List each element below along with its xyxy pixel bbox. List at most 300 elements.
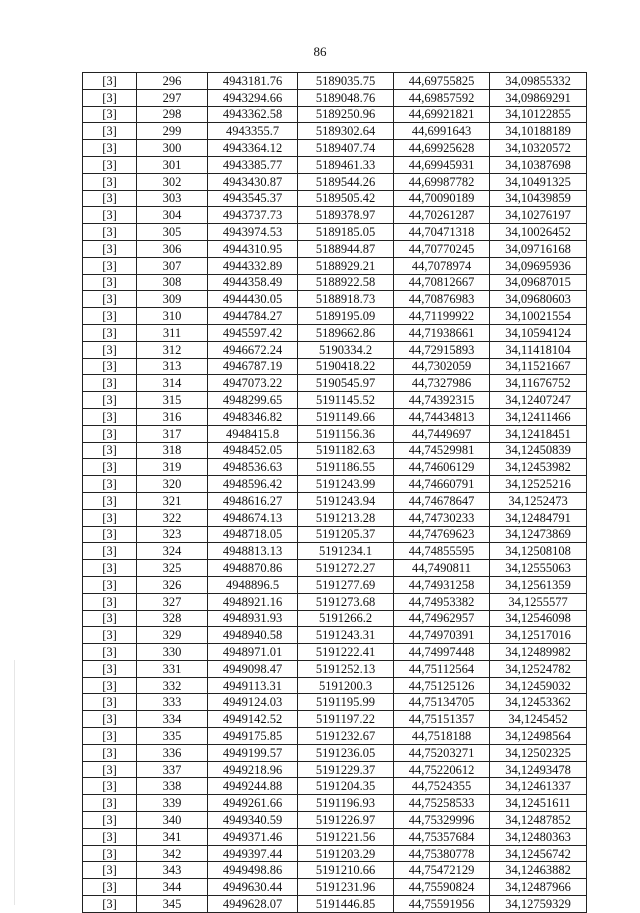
point-number-cell: 296 [137, 73, 208, 90]
reference-cell: [3] [83, 73, 137, 90]
longitude-cell: 34,12498564 [490, 728, 587, 745]
table-row [83, 341, 587, 358]
table-row [83, 526, 587, 543]
point-number-cell: 339 [137, 795, 208, 812]
reference-cell: [3] [83, 106, 137, 123]
x-coordinate-cell: 4948971.01 [208, 644, 298, 661]
table-row [83, 711, 587, 728]
table-row [83, 140, 587, 157]
longitude-cell: 34,12450839 [490, 442, 587, 459]
x-coordinate-cell: 4943430.87 [208, 173, 298, 190]
table-row [83, 543, 587, 560]
reference-cell: [3] [83, 240, 137, 257]
x-coordinate-cell: 4949113.31 [208, 677, 298, 694]
table-row [83, 173, 587, 190]
x-coordinate-cell: 4944784.27 [208, 308, 298, 325]
point-number-cell: 327 [137, 593, 208, 610]
latitude-cell: 44,75151357 [394, 711, 490, 728]
x-coordinate-cell: 4943974.53 [208, 224, 298, 241]
reference-cell: [3] [83, 123, 137, 140]
y-coordinate-cell: 5189195.09 [298, 308, 394, 325]
point-number-cell: 314 [137, 375, 208, 392]
x-coordinate-cell: 4944358.49 [208, 274, 298, 291]
y-coordinate-cell: 5191231.96 [298, 879, 394, 896]
table-row [83, 156, 587, 173]
point-number-cell: 319 [137, 459, 208, 476]
x-coordinate-cell: 4948896.5 [208, 576, 298, 593]
table-row [83, 358, 587, 375]
longitude-cell: 34,12453362 [490, 694, 587, 711]
y-coordinate-cell: 5188922.58 [298, 274, 394, 291]
x-coordinate-cell: 4946787.19 [208, 358, 298, 375]
longitude-cell: 34,09716168 [490, 240, 587, 257]
latitude-cell: 44,71938661 [394, 324, 490, 341]
y-coordinate-cell: 5189461.33 [298, 156, 394, 173]
latitude-cell: 44,75134705 [394, 694, 490, 711]
point-number-cell: 316 [137, 408, 208, 425]
reference-cell: [3] [83, 879, 137, 896]
x-coordinate-cell: 4949498.86 [208, 862, 298, 879]
scan-edge-line [14, 660, 15, 905]
table-row [83, 644, 587, 661]
longitude-cell: 34,12487852 [490, 812, 587, 829]
y-coordinate-cell: 5189048.76 [298, 89, 394, 106]
reference-cell: [3] [83, 543, 137, 560]
y-coordinate-cell: 5191266.2 [298, 610, 394, 627]
latitude-cell: 44,75590824 [394, 879, 490, 896]
latitude-cell: 44,7449697 [394, 425, 490, 442]
y-coordinate-cell: 5189185.05 [298, 224, 394, 241]
x-coordinate-cell: 4943545.37 [208, 190, 298, 207]
point-number-cell: 334 [137, 711, 208, 728]
table-row [83, 240, 587, 257]
x-coordinate-cell: 4949218.96 [208, 761, 298, 778]
point-number-cell: 325 [137, 560, 208, 577]
y-coordinate-cell: 5191145.52 [298, 392, 394, 409]
x-coordinate-cell: 4948346.82 [208, 408, 298, 425]
point-number-cell: 337 [137, 761, 208, 778]
latitude-cell: 44,75591956 [394, 896, 490, 913]
longitude-cell: 34,12493478 [490, 761, 587, 778]
table-row [83, 627, 587, 644]
point-number-cell: 305 [137, 224, 208, 241]
table-row [83, 778, 587, 795]
point-number-cell: 309 [137, 291, 208, 308]
longitude-cell: 34,09680603 [490, 291, 587, 308]
y-coordinate-cell: 5191252.13 [298, 660, 394, 677]
longitude-cell: 34,1252473 [490, 492, 587, 509]
table-row [83, 828, 587, 845]
table-row [83, 492, 587, 509]
reference-cell: [3] [83, 845, 137, 862]
reference-cell: [3] [83, 576, 137, 593]
y-coordinate-cell: 5188944.87 [298, 240, 394, 257]
point-number-cell: 329 [137, 627, 208, 644]
reference-cell: [3] [83, 728, 137, 745]
point-number-cell: 331 [137, 660, 208, 677]
latitude-cell: 44,74931258 [394, 576, 490, 593]
point-number-cell: 341 [137, 828, 208, 845]
x-coordinate-cell: 4948921.16 [208, 593, 298, 610]
point-number-cell: 336 [137, 744, 208, 761]
reference-cell: [3] [83, 408, 137, 425]
longitude-cell: 34,10594124 [490, 324, 587, 341]
reference-cell: [3] [83, 862, 137, 879]
longitude-cell: 34,12555063 [490, 560, 587, 577]
y-coordinate-cell: 5191203.29 [298, 845, 394, 862]
latitude-cell: 44,69987782 [394, 173, 490, 190]
x-coordinate-cell: 4947073.22 [208, 375, 298, 392]
table-row [83, 761, 587, 778]
longitude-cell: 34,12525216 [490, 476, 587, 493]
longitude-cell: 34,12459032 [490, 677, 587, 694]
point-number-cell: 323 [137, 526, 208, 543]
latitude-cell: 44,71199922 [394, 308, 490, 325]
x-coordinate-cell: 4946672.24 [208, 341, 298, 358]
reference-cell: [3] [83, 173, 137, 190]
reference-cell: [3] [83, 509, 137, 526]
longitude-cell: 34,10188189 [490, 123, 587, 140]
longitude-cell: 34,10122855 [490, 106, 587, 123]
reference-cell: [3] [83, 358, 137, 375]
point-number-cell: 333 [137, 694, 208, 711]
x-coordinate-cell: 4948931.93 [208, 610, 298, 627]
y-coordinate-cell: 5191234.1 [298, 543, 394, 560]
table-row [83, 207, 587, 224]
table-row [83, 476, 587, 493]
latitude-cell: 44,74660791 [394, 476, 490, 493]
y-coordinate-cell: 5189378.97 [298, 207, 394, 224]
y-coordinate-cell: 5191195.99 [298, 694, 394, 711]
reference-cell: [3] [83, 459, 137, 476]
latitude-cell: 44,7327986 [394, 375, 490, 392]
reference-cell: [3] [83, 442, 137, 459]
point-number-cell: 328 [137, 610, 208, 627]
point-number-cell: 330 [137, 644, 208, 661]
y-coordinate-cell: 5188929.21 [298, 257, 394, 274]
latitude-cell: 44,74730233 [394, 509, 490, 526]
coordinates-table-body [83, 73, 587, 913]
y-coordinate-cell: 5191226.97 [298, 812, 394, 829]
latitude-cell: 44,7518188 [394, 728, 490, 745]
reference-cell: [3] [83, 677, 137, 694]
table-row [83, 425, 587, 442]
y-coordinate-cell: 5191210.66 [298, 862, 394, 879]
reference-cell: [3] [83, 375, 137, 392]
latitude-cell: 44,70090189 [394, 190, 490, 207]
y-coordinate-cell: 5189302.64 [298, 123, 394, 140]
x-coordinate-cell: 4948536.63 [208, 459, 298, 476]
longitude-cell: 34,10276197 [490, 207, 587, 224]
y-coordinate-cell: 5191200.3 [298, 677, 394, 694]
reference-cell: [3] [83, 425, 137, 442]
x-coordinate-cell: 4949124.03 [208, 694, 298, 711]
reference-cell: [3] [83, 492, 137, 509]
point-number-cell: 335 [137, 728, 208, 745]
longitude-cell: 34,12561359 [490, 576, 587, 593]
point-number-cell: 311 [137, 324, 208, 341]
y-coordinate-cell: 5191277.69 [298, 576, 394, 593]
reference-cell: [3] [83, 711, 137, 728]
table-row [83, 593, 587, 610]
y-coordinate-cell: 5191446.85 [298, 896, 394, 913]
table-row [83, 845, 587, 862]
longitude-cell: 34,12502325 [490, 744, 587, 761]
reference-cell: [3] [83, 190, 137, 207]
x-coordinate-cell: 4949397.44 [208, 845, 298, 862]
reference-cell: [3] [83, 291, 137, 308]
latitude-cell: 44,7524355 [394, 778, 490, 795]
table-row [83, 610, 587, 627]
longitude-cell: 34,12456742 [490, 845, 587, 862]
table-row [83, 106, 587, 123]
table-row [83, 291, 587, 308]
point-number-cell: 343 [137, 862, 208, 879]
longitude-cell: 34,10021554 [490, 308, 587, 325]
x-coordinate-cell: 4948940.58 [208, 627, 298, 644]
x-coordinate-cell: 4948674.13 [208, 509, 298, 526]
point-number-cell: 301 [137, 156, 208, 173]
latitude-cell: 44,74678647 [394, 492, 490, 509]
table-row [83, 308, 587, 325]
table-row [83, 560, 587, 577]
latitude-cell: 44,75125126 [394, 677, 490, 694]
latitude-cell: 44,7078974 [394, 257, 490, 274]
x-coordinate-cell: 4949628.07 [208, 896, 298, 913]
point-number-cell: 338 [137, 778, 208, 795]
table-row [83, 660, 587, 677]
point-number-cell: 317 [137, 425, 208, 442]
reference-cell: [3] [83, 627, 137, 644]
point-number-cell: 332 [137, 677, 208, 694]
x-coordinate-cell: 4943181.76 [208, 73, 298, 90]
table-row [83, 862, 587, 879]
reference-cell: [3] [83, 140, 137, 157]
latitude-cell: 44,70812667 [394, 274, 490, 291]
point-number-cell: 310 [137, 308, 208, 325]
point-number-cell: 299 [137, 123, 208, 140]
latitude-cell: 44,75357684 [394, 828, 490, 845]
longitude-cell: 34,12517016 [490, 627, 587, 644]
point-number-cell: 304 [137, 207, 208, 224]
longitude-cell: 34,09687015 [490, 274, 587, 291]
table-row [83, 509, 587, 526]
latitude-cell: 44,75329996 [394, 812, 490, 829]
y-coordinate-cell: 5189035.75 [298, 73, 394, 90]
table-row [83, 408, 587, 425]
reference-cell: [3] [83, 224, 137, 241]
latitude-cell: 44,75112564 [394, 660, 490, 677]
table-row [83, 224, 587, 241]
point-number-cell: 318 [137, 442, 208, 459]
reference-cell: [3] [83, 896, 137, 913]
longitude-cell: 34,12524782 [490, 660, 587, 677]
reference-cell: [3] [83, 341, 137, 358]
point-number-cell: 326 [137, 576, 208, 593]
reference-cell: [3] [83, 610, 137, 627]
latitude-cell: 44,75380778 [394, 845, 490, 862]
y-coordinate-cell: 5191205.37 [298, 526, 394, 543]
longitude-cell: 34,1255577 [490, 593, 587, 610]
reference-cell: [3] [83, 560, 137, 577]
point-number-cell: 306 [137, 240, 208, 257]
latitude-cell: 44,74434813 [394, 408, 490, 425]
point-number-cell: 312 [137, 341, 208, 358]
latitude-cell: 44,69857592 [394, 89, 490, 106]
latitude-cell: 44,70261287 [394, 207, 490, 224]
y-coordinate-cell: 5191196.93 [298, 795, 394, 812]
reference-cell: [3] [83, 812, 137, 829]
table-row [83, 324, 587, 341]
longitude-cell: 34,12487966 [490, 879, 587, 896]
longitude-cell: 34,12453982 [490, 459, 587, 476]
x-coordinate-cell: 4943737.73 [208, 207, 298, 224]
table-row [83, 73, 587, 90]
longitude-cell: 34,12463882 [490, 862, 587, 879]
x-coordinate-cell: 4949630.44 [208, 879, 298, 896]
longitude-cell: 34,12411466 [490, 408, 587, 425]
longitude-cell: 34,10439859 [490, 190, 587, 207]
longitude-cell: 34,12473869 [490, 526, 587, 543]
latitude-cell: 44,69945931 [394, 156, 490, 173]
longitude-cell: 34,12461337 [490, 778, 587, 795]
coordinates-table [82, 72, 587, 913]
point-number-cell: 313 [137, 358, 208, 375]
y-coordinate-cell: 5189505.42 [298, 190, 394, 207]
y-coordinate-cell: 5189544.26 [298, 173, 394, 190]
longitude-cell: 34,12508108 [490, 543, 587, 560]
longitude-cell: 34,10491325 [490, 173, 587, 190]
x-coordinate-cell: 4949261.66 [208, 795, 298, 812]
table-row [83, 694, 587, 711]
x-coordinate-cell: 4945597.42 [208, 324, 298, 341]
x-coordinate-cell: 4949371.46 [208, 828, 298, 845]
y-coordinate-cell: 5188918.73 [298, 291, 394, 308]
point-number-cell: 320 [137, 476, 208, 493]
longitude-cell: 34,12418451 [490, 425, 587, 442]
reference-cell: [3] [83, 392, 137, 409]
point-number-cell: 315 [137, 392, 208, 409]
latitude-cell: 44,69921821 [394, 106, 490, 123]
latitude-cell: 44,75203271 [394, 744, 490, 761]
point-number-cell: 300 [137, 140, 208, 157]
reference-cell: [3] [83, 660, 137, 677]
x-coordinate-cell: 4943385.77 [208, 156, 298, 173]
table-row [83, 812, 587, 829]
y-coordinate-cell: 5191273.68 [298, 593, 394, 610]
reference-cell: [3] [83, 89, 137, 106]
point-number-cell: 340 [137, 812, 208, 829]
y-coordinate-cell: 5191213.28 [298, 509, 394, 526]
table-row [83, 576, 587, 593]
x-coordinate-cell: 4948596.42 [208, 476, 298, 493]
table-row [83, 795, 587, 812]
y-coordinate-cell: 5191272.27 [298, 560, 394, 577]
x-coordinate-cell: 4949244.88 [208, 778, 298, 795]
reference-cell: [3] [83, 207, 137, 224]
reference-cell: [3] [83, 761, 137, 778]
latitude-cell: 44,74962957 [394, 610, 490, 627]
latitude-cell: 44,74855595 [394, 543, 490, 560]
point-number-cell: 303 [137, 190, 208, 207]
y-coordinate-cell: 5191229.37 [298, 761, 394, 778]
y-coordinate-cell: 5191243.99 [298, 476, 394, 493]
x-coordinate-cell: 4949199.57 [208, 744, 298, 761]
latitude-cell: 44,74606129 [394, 459, 490, 476]
y-coordinate-cell: 5191243.31 [298, 627, 394, 644]
reference-cell: [3] [83, 156, 137, 173]
latitude-cell: 44,75220612 [394, 761, 490, 778]
point-number-cell: 302 [137, 173, 208, 190]
latitude-cell: 44,6991643 [394, 123, 490, 140]
latitude-cell: 44,7302059 [394, 358, 490, 375]
y-coordinate-cell: 5191232.67 [298, 728, 394, 745]
reference-cell: [3] [83, 257, 137, 274]
y-coordinate-cell: 5191222.41 [298, 644, 394, 661]
y-coordinate-cell: 5190545.97 [298, 375, 394, 392]
longitude-cell: 34,12451611 [490, 795, 587, 812]
x-coordinate-cell: 4943364.12 [208, 140, 298, 157]
table-row [83, 89, 587, 106]
reference-cell: [3] [83, 274, 137, 291]
latitude-cell: 44,74953382 [394, 593, 490, 610]
y-coordinate-cell: 5189662.86 [298, 324, 394, 341]
reference-cell: [3] [83, 593, 137, 610]
reference-cell: [3] [83, 778, 137, 795]
y-coordinate-cell: 5190418.22 [298, 358, 394, 375]
table-row [83, 190, 587, 207]
reference-cell: [3] [83, 476, 137, 493]
reference-cell: [3] [83, 828, 137, 845]
latitude-cell: 44,70770245 [394, 240, 490, 257]
longitude-cell: 34,09855332 [490, 73, 587, 90]
x-coordinate-cell: 4949098.47 [208, 660, 298, 677]
x-coordinate-cell: 4944430.05 [208, 291, 298, 308]
longitude-cell: 34,12480363 [490, 828, 587, 845]
point-number-cell: 297 [137, 89, 208, 106]
x-coordinate-cell: 4949175.85 [208, 728, 298, 745]
y-coordinate-cell: 5191156.36 [298, 425, 394, 442]
table-row [83, 677, 587, 694]
longitude-cell: 34,12407247 [490, 392, 587, 409]
y-coordinate-cell: 5189407.74 [298, 140, 394, 157]
latitude-cell: 44,69755825 [394, 73, 490, 90]
x-coordinate-cell: 4948299.65 [208, 392, 298, 409]
x-coordinate-cell: 4944332.89 [208, 257, 298, 274]
table-row [83, 728, 587, 745]
table-row [83, 442, 587, 459]
point-number-cell: 342 [137, 845, 208, 862]
y-coordinate-cell: 5191243.94 [298, 492, 394, 509]
y-coordinate-cell: 5191197.22 [298, 711, 394, 728]
y-coordinate-cell: 5191204.35 [298, 778, 394, 795]
table-row [83, 896, 587, 913]
reference-cell: [3] [83, 694, 137, 711]
point-number-cell: 321 [137, 492, 208, 509]
x-coordinate-cell: 4949142.52 [208, 711, 298, 728]
latitude-cell: 44,75472129 [394, 862, 490, 879]
x-coordinate-cell: 4944310.95 [208, 240, 298, 257]
longitude-cell: 34,11521667 [490, 358, 587, 375]
y-coordinate-cell: 5191186.55 [298, 459, 394, 476]
table-row [83, 274, 587, 291]
point-number-cell: 308 [137, 274, 208, 291]
longitude-cell: 34,09695936 [490, 257, 587, 274]
x-coordinate-cell: 4943362.58 [208, 106, 298, 123]
longitude-cell: 34,12546098 [490, 610, 587, 627]
latitude-cell: 44,74769623 [394, 526, 490, 543]
table-row [83, 459, 587, 476]
